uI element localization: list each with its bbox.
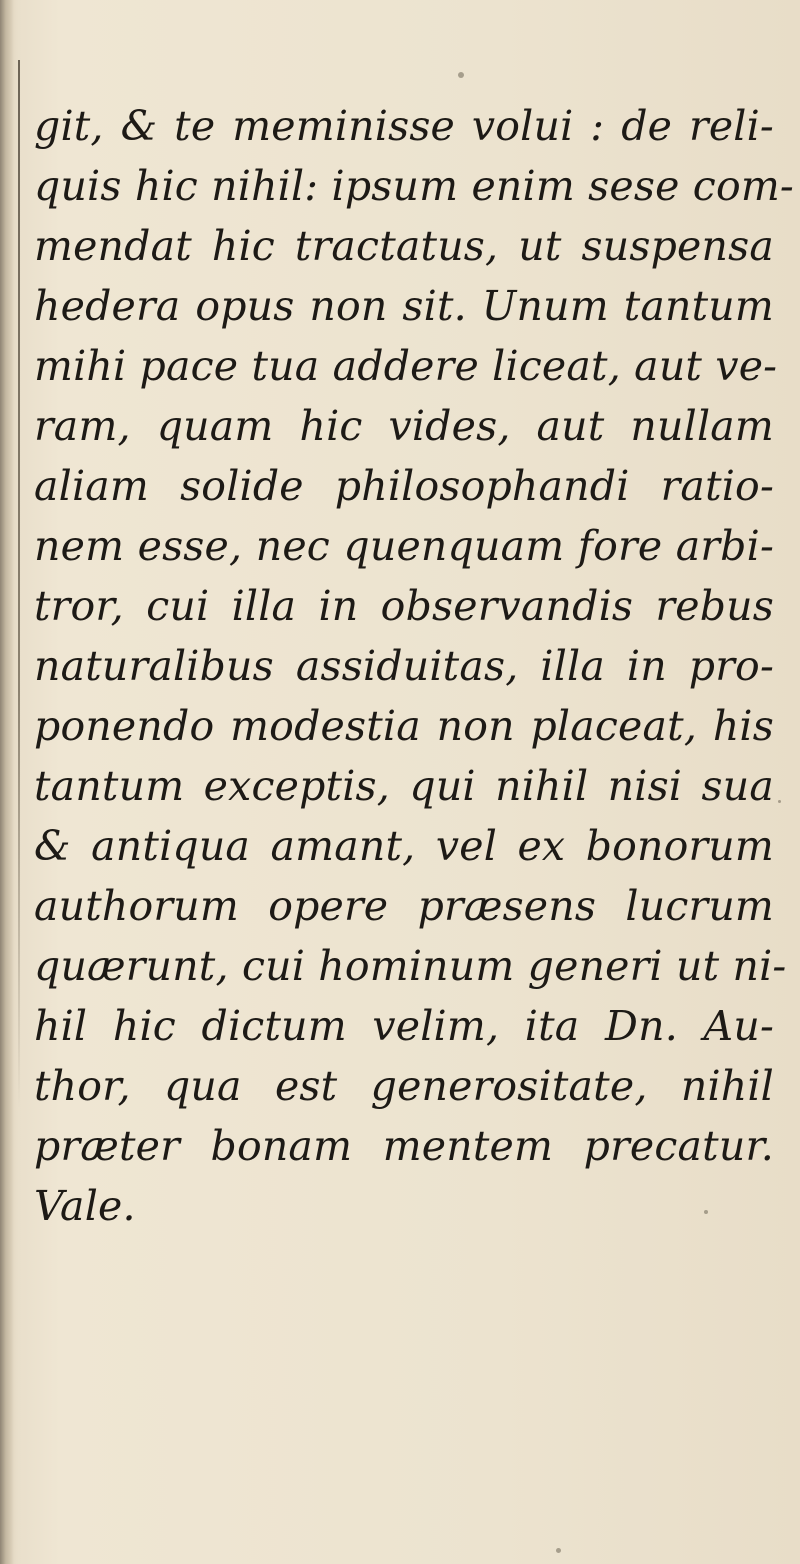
paper-speck [458, 72, 464, 78]
text-line-2: quis hic nihil: ipsum enim sese com- [34, 162, 794, 210]
text-line-11: ponendo modestia non placeat, his [34, 702, 774, 750]
text-line-19: Vale. [34, 1182, 136, 1230]
paper-speck [556, 1548, 561, 1553]
text-line-17: thor, qua est generositate, nihil [34, 1062, 774, 1110]
text-line-5: mihi pace tua addere liceat, aut ve- [34, 342, 778, 390]
page-text-block [34, 96, 794, 1236]
text-line-6: ram, quam hic vides, aut nullam [34, 402, 774, 450]
text-line-18: præter bonam mentem precatur. [34, 1122, 774, 1170]
text-line-14: authorum opere præsens lucrum [34, 882, 774, 930]
text-line-8: nem esse, nec quenquam fore arbi- [34, 522, 774, 570]
binding-gutter-shadow [0, 0, 14, 1564]
paper-speck [778, 800, 781, 803]
text-line-16: hil hic dictum velim, ita Dn. Au- [34, 1002, 774, 1050]
text-line-10: naturalibus assiduitas, illa in pro- [34, 642, 774, 690]
text-line-1: git, & te meminisse volui : de reli- [34, 102, 774, 150]
text-line-3: mendat hic tractatus, ut suspensa [34, 222, 774, 270]
text-line-7: aliam solide philosophandi ratio- [34, 462, 774, 510]
paper-speck [704, 1210, 708, 1214]
text-line-9: tror, cui illa in observandis rebus [34, 582, 774, 630]
text-line-12: tantum exceptis, qui nihil nisi sua [34, 762, 774, 810]
text-line-15: quærunt, cui hominum generi ut ni- [34, 942, 787, 990]
text-line-13: & antiqua amant, vel ex bonorum [34, 822, 774, 870]
binding-gutter-line [18, 60, 20, 1110]
text-line-4: hedera opus non sit. Unum tantum [34, 282, 774, 330]
